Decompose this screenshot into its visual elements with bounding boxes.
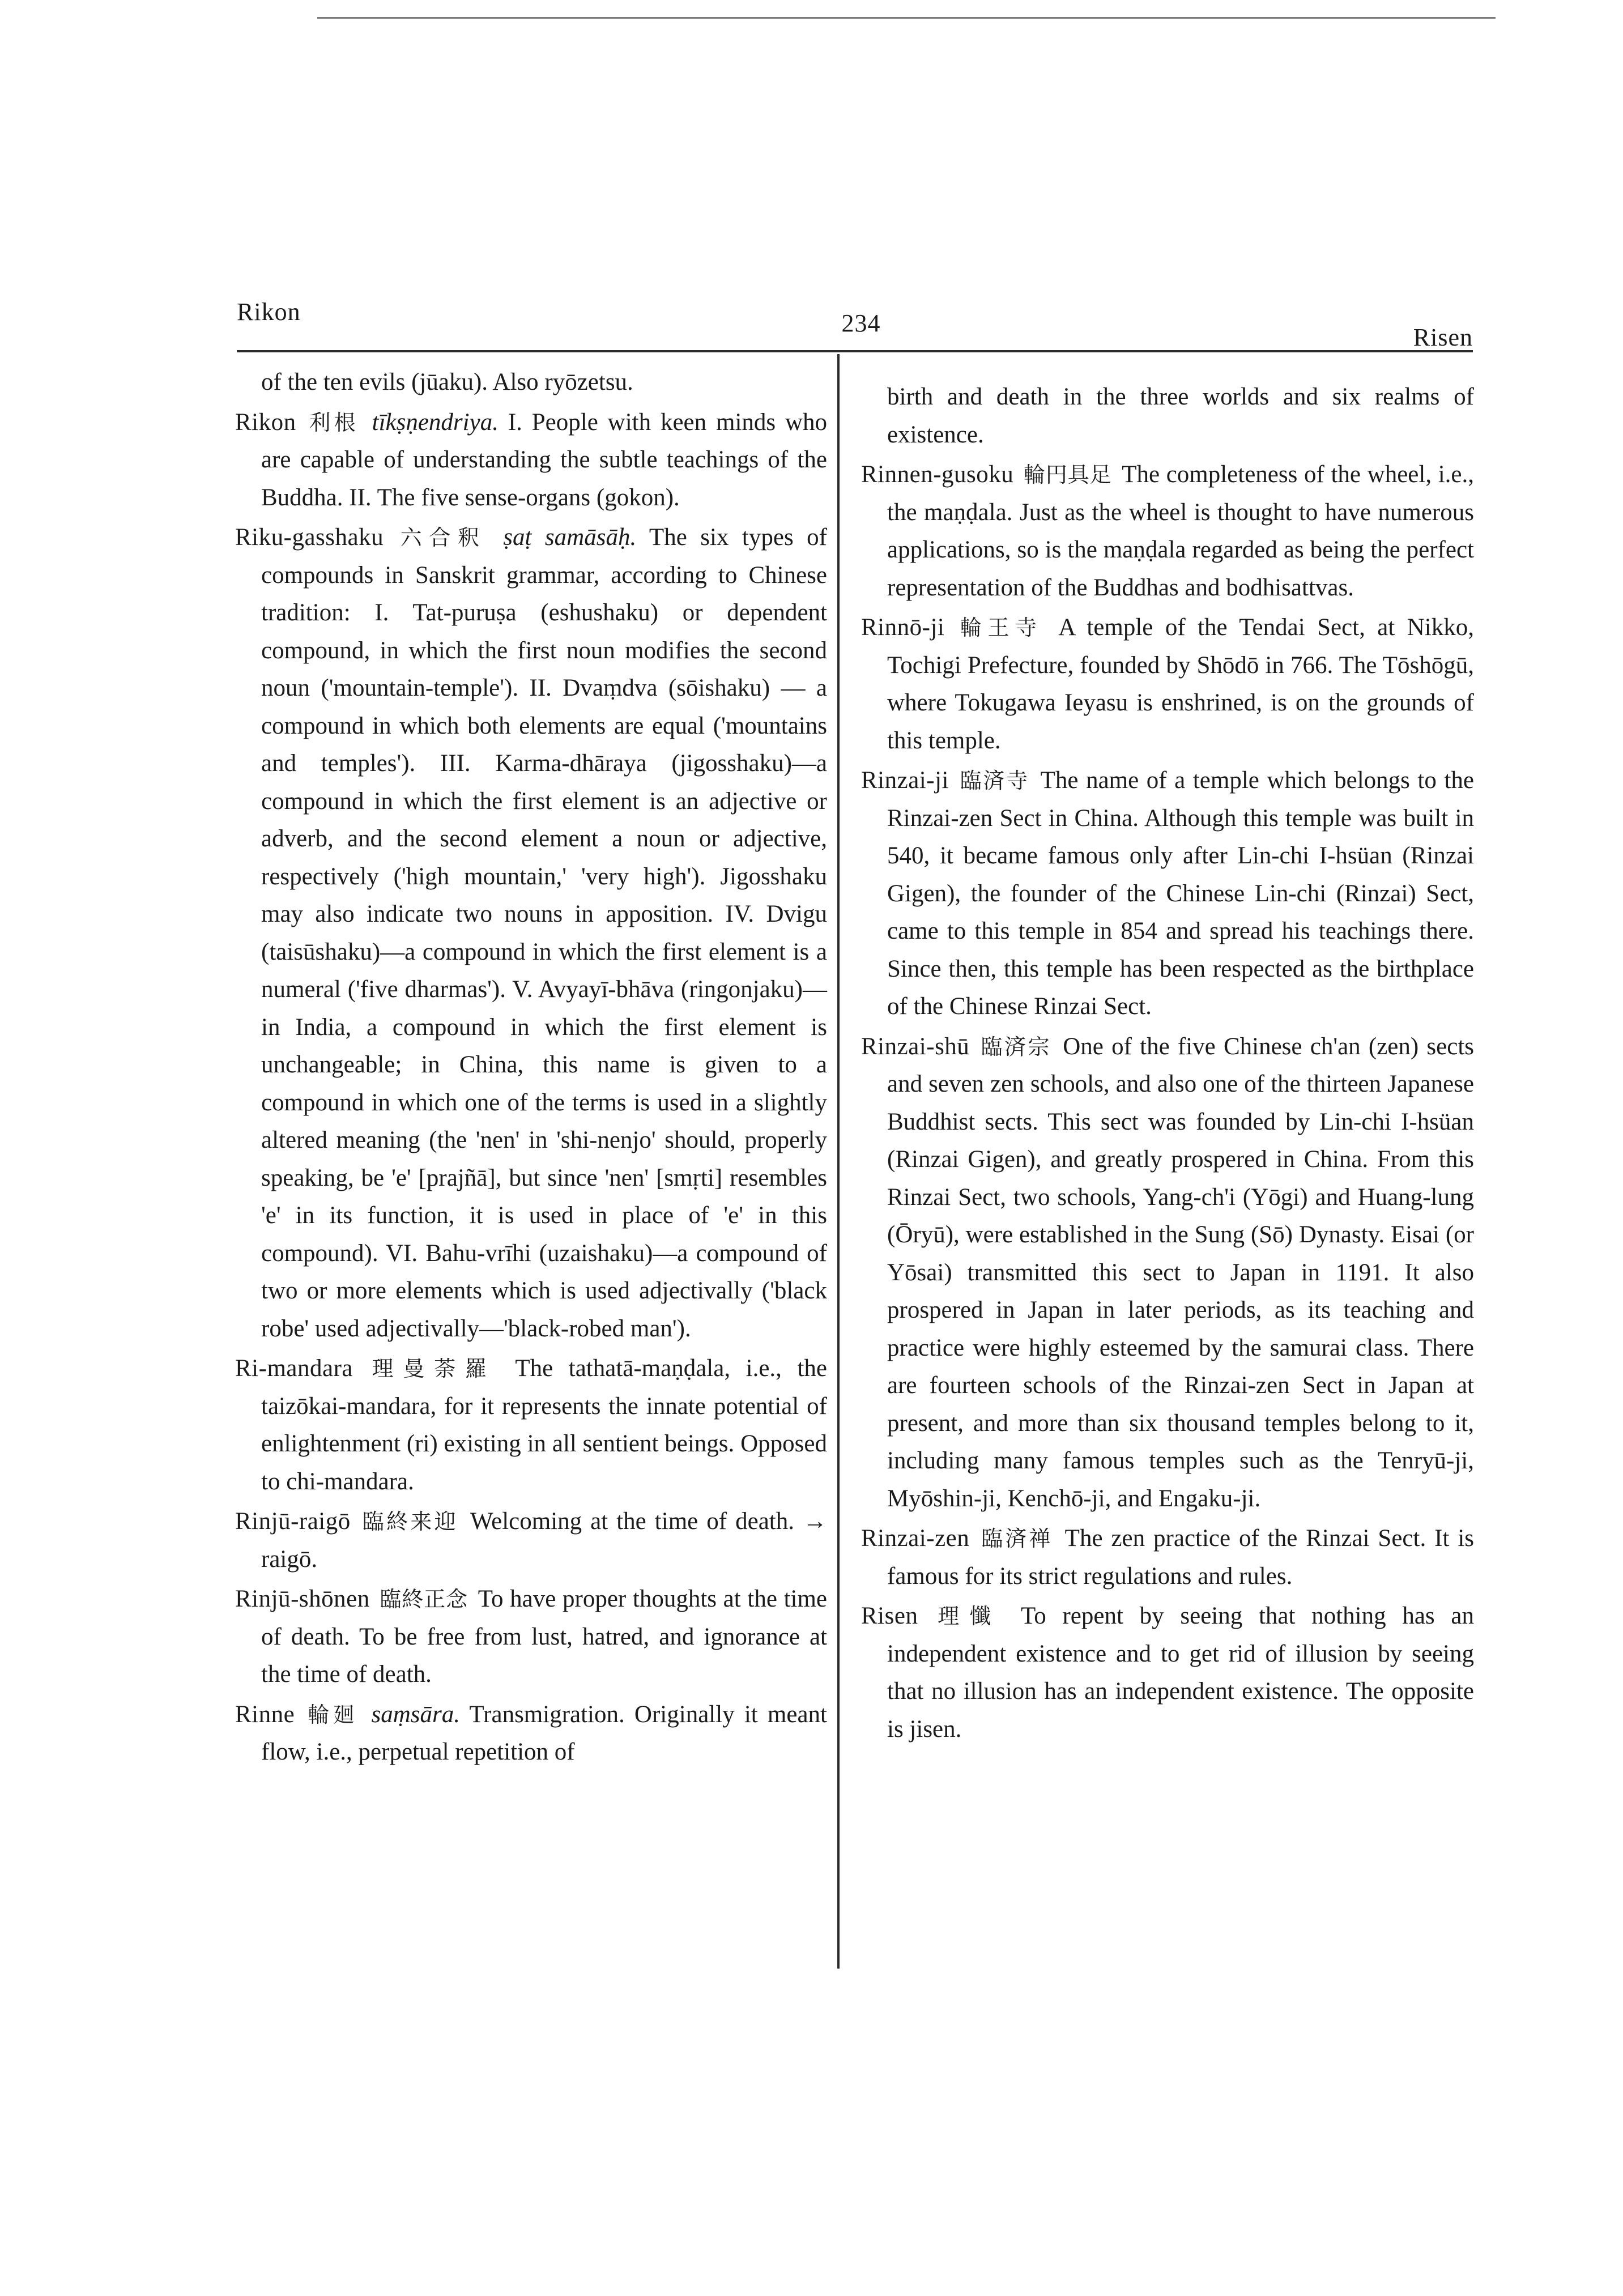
dictionary-entry [861,1028,1474,1518]
entry-kanji: 輪円具足 [1023,462,1112,487]
column-divider [837,354,840,1969]
entry-kanji: 臨終来迎 [362,1509,458,1534]
entry-definition: To repent by seeing that nothing has an independent existence and to get rid of illusion by seeing that no illusion has an independent existence. The opposite is jisen. [887,1603,1474,1743]
dictionary-entry [861,456,1474,607]
entry-headword: Rinnen-gusoku [861,461,1014,488]
dictionary-entry [861,378,1474,454]
dictionary-entry [235,364,827,402]
entry-definition: To have proper thoughts at the time of death. To be free from lust, hatred, and ignorance at the time of death. [261,1586,828,1688]
entry-headword: Rinzai-zen [861,1525,970,1552]
left-column [235,364,827,1774]
entry-kanji: 臨済寺 [960,768,1030,793]
entry-sanskrit: saṃsāra. [371,1701,460,1728]
entry-sanskrit: ṣaṭ samāsāḥ. [503,524,637,551]
right-column [861,378,1474,1750]
entry-definition: A temple of the Tendai Sect, at Nikko, Tochigi Prefecture, founded by Shōdō in 766. The Tōshōgū, where Tokugawa Ieyasu is enshrined, is on the grounds of this temple. [887,614,1474,754]
page-number: 234 [841,309,881,337]
dictionary-entry [235,519,827,1348]
entry-kanji: 利根 [309,410,359,435]
entry-headword: Rikon [235,408,296,436]
entry-headword: Ri-mandara [235,1355,353,1382]
entry-definition: birth and death in the three worlds and six realms of existence. [887,384,1474,448]
entry-kanji: 理曼荼羅 [372,1356,496,1381]
entry-headword: Rinzai-ji [861,767,949,794]
entry-headword: Risen [861,1603,918,1629]
running-head-right: Risen [1413,323,1473,351]
entry-definition: of the ten evils (jūaku). Also ryōzetsu. [261,369,633,395]
dictionary-entry [235,1696,827,1771]
entry-kanji: 臨済禅 [981,1526,1053,1551]
entry-definition: I. People with keen minds who are capable of understanding the subtle teachings of the Buddha. II. The five sense-organs (gokon). [261,408,828,511]
dictionary-entry [861,1598,1474,1748]
entry-kanji: 臨済宗 [981,1034,1051,1059]
entry-definition: The tathatā-maṇḍala, i.e., the taizōkai-mandara, for it represents the innate potential of enlightenment (ri) existing in all sentient beings. Opposed to chi-mandara. [261,1355,827,1495]
scan-top-edge-line [317,17,1496,19]
dictionary-entry [235,404,827,517]
entry-headword: Rinjū-raigō [235,1508,351,1535]
entry-headword: Rinne [235,1701,295,1728]
dictionary-entry [861,609,1474,760]
entry-headword: Rinzai-shū [861,1033,970,1060]
entry-kanji: 輪廻 [308,1702,359,1727]
entry-headword: Riku-gasshaku [235,524,384,551]
entry-kanji: 臨終正念 [380,1587,468,1612]
dictionary-entry [235,1503,827,1578]
entry-kanji: 六合釈 [400,525,487,550]
entry-kanji: 理懺 [938,1604,1002,1629]
entry-definition: Transmigration. Originally it meant flow, i.e., perpetual repetition of [261,1701,827,1765]
entry-definition: The completeness of the wheel, i.e., the maṇḍala. Just as the wheel is thought to have numerous applications, so is the maṇḍala regarded as being the perfect representation of the Buddhas and bodhisattvas. [887,461,1475,601]
entry-definition: The zen practice of the Rinzai Sect. It is famous for its strict regulations and rules. [887,1525,1475,1590]
dictionary-entry [861,1520,1474,1595]
running-head-left: Rikon [237,298,301,326]
dictionary-entry [235,1581,827,1694]
entry-definition: The name of a temple which belongs to the Rinzai-zen Sect in China. Although this temple was built in 540, it became famous only after Lin-chi I-hsüan (Rinzai Gigen), the founder of the Chinese Lin-chi (Rinzai) Sect, came to this temple in 854 and spread his teachings there. Since then, this temple has been respected as the birthplace of the Chinese Rinzai Sect. [887,767,1475,1020]
entry-definition: One of the five Chinese ch'an (zen) sects and seven zen schools, and also one of the thirteen Japanese Buddhist sects. This sect was founded by Lin-chi I-hsüan (Rinzai Gigen), and greatly prospered in China. From this Rinzai Sect, two schools, Yang-ch'i (Yōgi) and Huang-lung (Ōryū), were established in the Sung (Sō) Dynasty. Eisai (or Yōsai) transmitted this sect to Japan in 1191. It also prospered in Japan in later periods, as its teaching and practice were highly esteemed by the samurai class. There are fourteen schools of the Rinzai-zen Sect in Japan at present, and more than six thousand temples belong to it, including many famous temples such as the Tenryū-ji, Myōshin-ji, Kenchō-ji, and Engaku-ji. [887,1033,1475,1512]
entry-definition: Welcoming at the time of death. → raigō. [261,1508,828,1573]
entry-sanskrit: tīkṣṇendriya. [372,408,499,436]
dictionary-entry [235,1350,827,1501]
entry-headword: Rinnō-ji [861,614,945,641]
entry-headword: Rinjū-shōnen [235,1586,370,1612]
header-rule [237,350,1473,352]
entry-kanji: 輪王寺 [960,615,1043,640]
entry-definition: The six types of compounds in Sanskrit grammar, according to Chinese tradition: I. Tat-puruṣa (eshushaku) or dependent compound, in which the first noun modifies the second noun ('mountain-temple'). II. Dvaṃdva (sōishaku) — a compound in which both elements are equal ('mountains and temples'). III. Karma-dhāraya (jigosshaku)—a compound in which the first element is an adjective or adverb, and the second element a noun or adjective, respectively ('high mountain,' 'very high'). Jigosshaku may also indicate two nouns in apposition. IV. Dvigu (taisūshaku)—a compound in which the first element is a numeral ('five dharmas'). V. Avyayī-bhāva (ringonjaku)—in India, a compound in which the first element is unchangeable; in China, this name is given to a compound in which one of the terms is used in a slightly altered meaning (the 'nen' in 'shi-nenjo' should, properly speaking, be 'e' [prajñā], but since 'nen' [smṛti] resembles 'e' in its function, it is used in place of 'e' in this compound). VI. Bahu-vrīhi (uzaishaku)—a compound of two or more elements which is used adjectivally ('black robe' used adjectivally—'black-robed man'). [261,524,827,1342]
dictionary-entry [861,762,1474,1026]
